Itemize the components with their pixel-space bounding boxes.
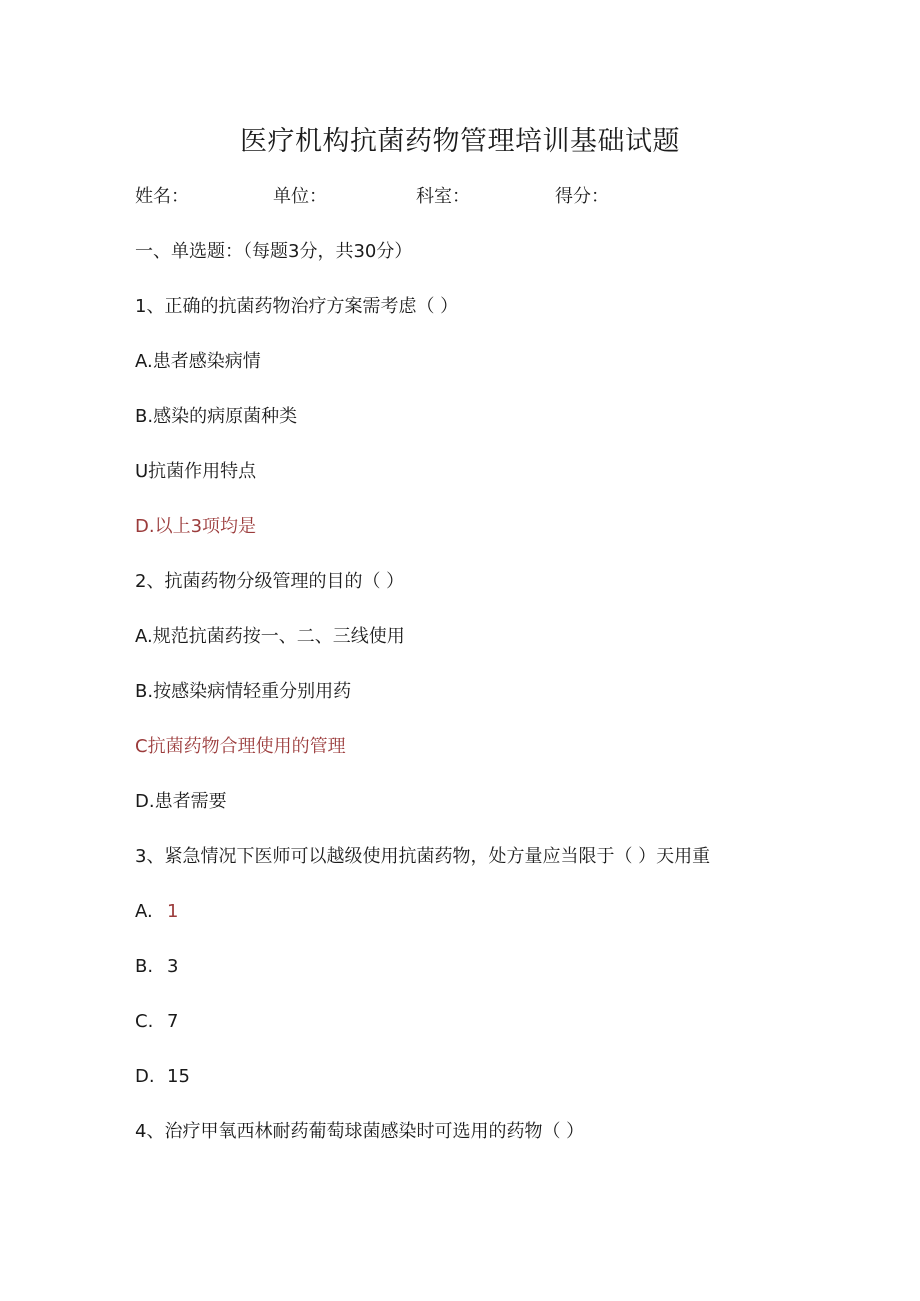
score-field-label: 得分： <box>555 186 609 207</box>
option-value: 15 <box>167 1066 190 1087</box>
option-value: 7 <box>167 1011 179 1032</box>
question-1-option-a: A.患者感染病情 <box>135 351 261 372</box>
section-heading: 一、单选题：（每题3分，共30分） <box>135 241 413 262</box>
question-3-option-a <box>135 898 178 926</box>
question-2-option-c-answer: C抗菌药物合理使用的管理 <box>135 736 346 757</box>
document-title: 医疗机构抗菌药物管理培训基础试题 <box>240 126 680 157</box>
question-4-stem: 4、治疗甲氧西林耐药葡萄球菌感染时可选用的药物（ ） <box>135 1121 585 1142</box>
question-1-option-d-answer: D.以上3项均是 <box>135 516 257 537</box>
option-value: 3 <box>167 956 179 977</box>
question-3-option-b <box>135 953 178 981</box>
option-letter: A. <box>135 901 153 922</box>
department-field-label: 科室： <box>416 186 470 207</box>
question-3-stem: 3、紧急情况下医师可以越级使用抗菌药物，处方量应当限于（ ）天用重 <box>135 846 711 867</box>
option-letter: C. <box>135 1011 154 1032</box>
question-2-option-d: D.患者需要 <box>135 791 227 812</box>
question-2-option-b: B.按感染病情轻重分别用药 <box>135 681 352 702</box>
question-3-option-d <box>135 1063 190 1091</box>
question-1-option-c: U抗菌作用特点 <box>135 461 257 482</box>
name-field-label: 姓名： <box>135 186 189 207</box>
question-3-option-c <box>135 1008 178 1036</box>
examinee-info-row <box>135 183 835 211</box>
option-letter: D. <box>135 1066 155 1087</box>
question-1-option-b: B.感染的病原菌种类 <box>135 406 298 427</box>
option-letter: B. <box>135 956 154 977</box>
unit-field-label: 单位： <box>273 186 327 207</box>
question-2-option-a: A.规范抗菌药按一、二、三线使用 <box>135 626 405 647</box>
question-1-stem: 1、正确的抗菌药物治疗方案需考虑（ ） <box>135 296 459 317</box>
question-2-stem: 2、抗菌药物分级管理的目的（ ） <box>135 571 405 592</box>
option-value-answer: 1 <box>167 901 179 922</box>
